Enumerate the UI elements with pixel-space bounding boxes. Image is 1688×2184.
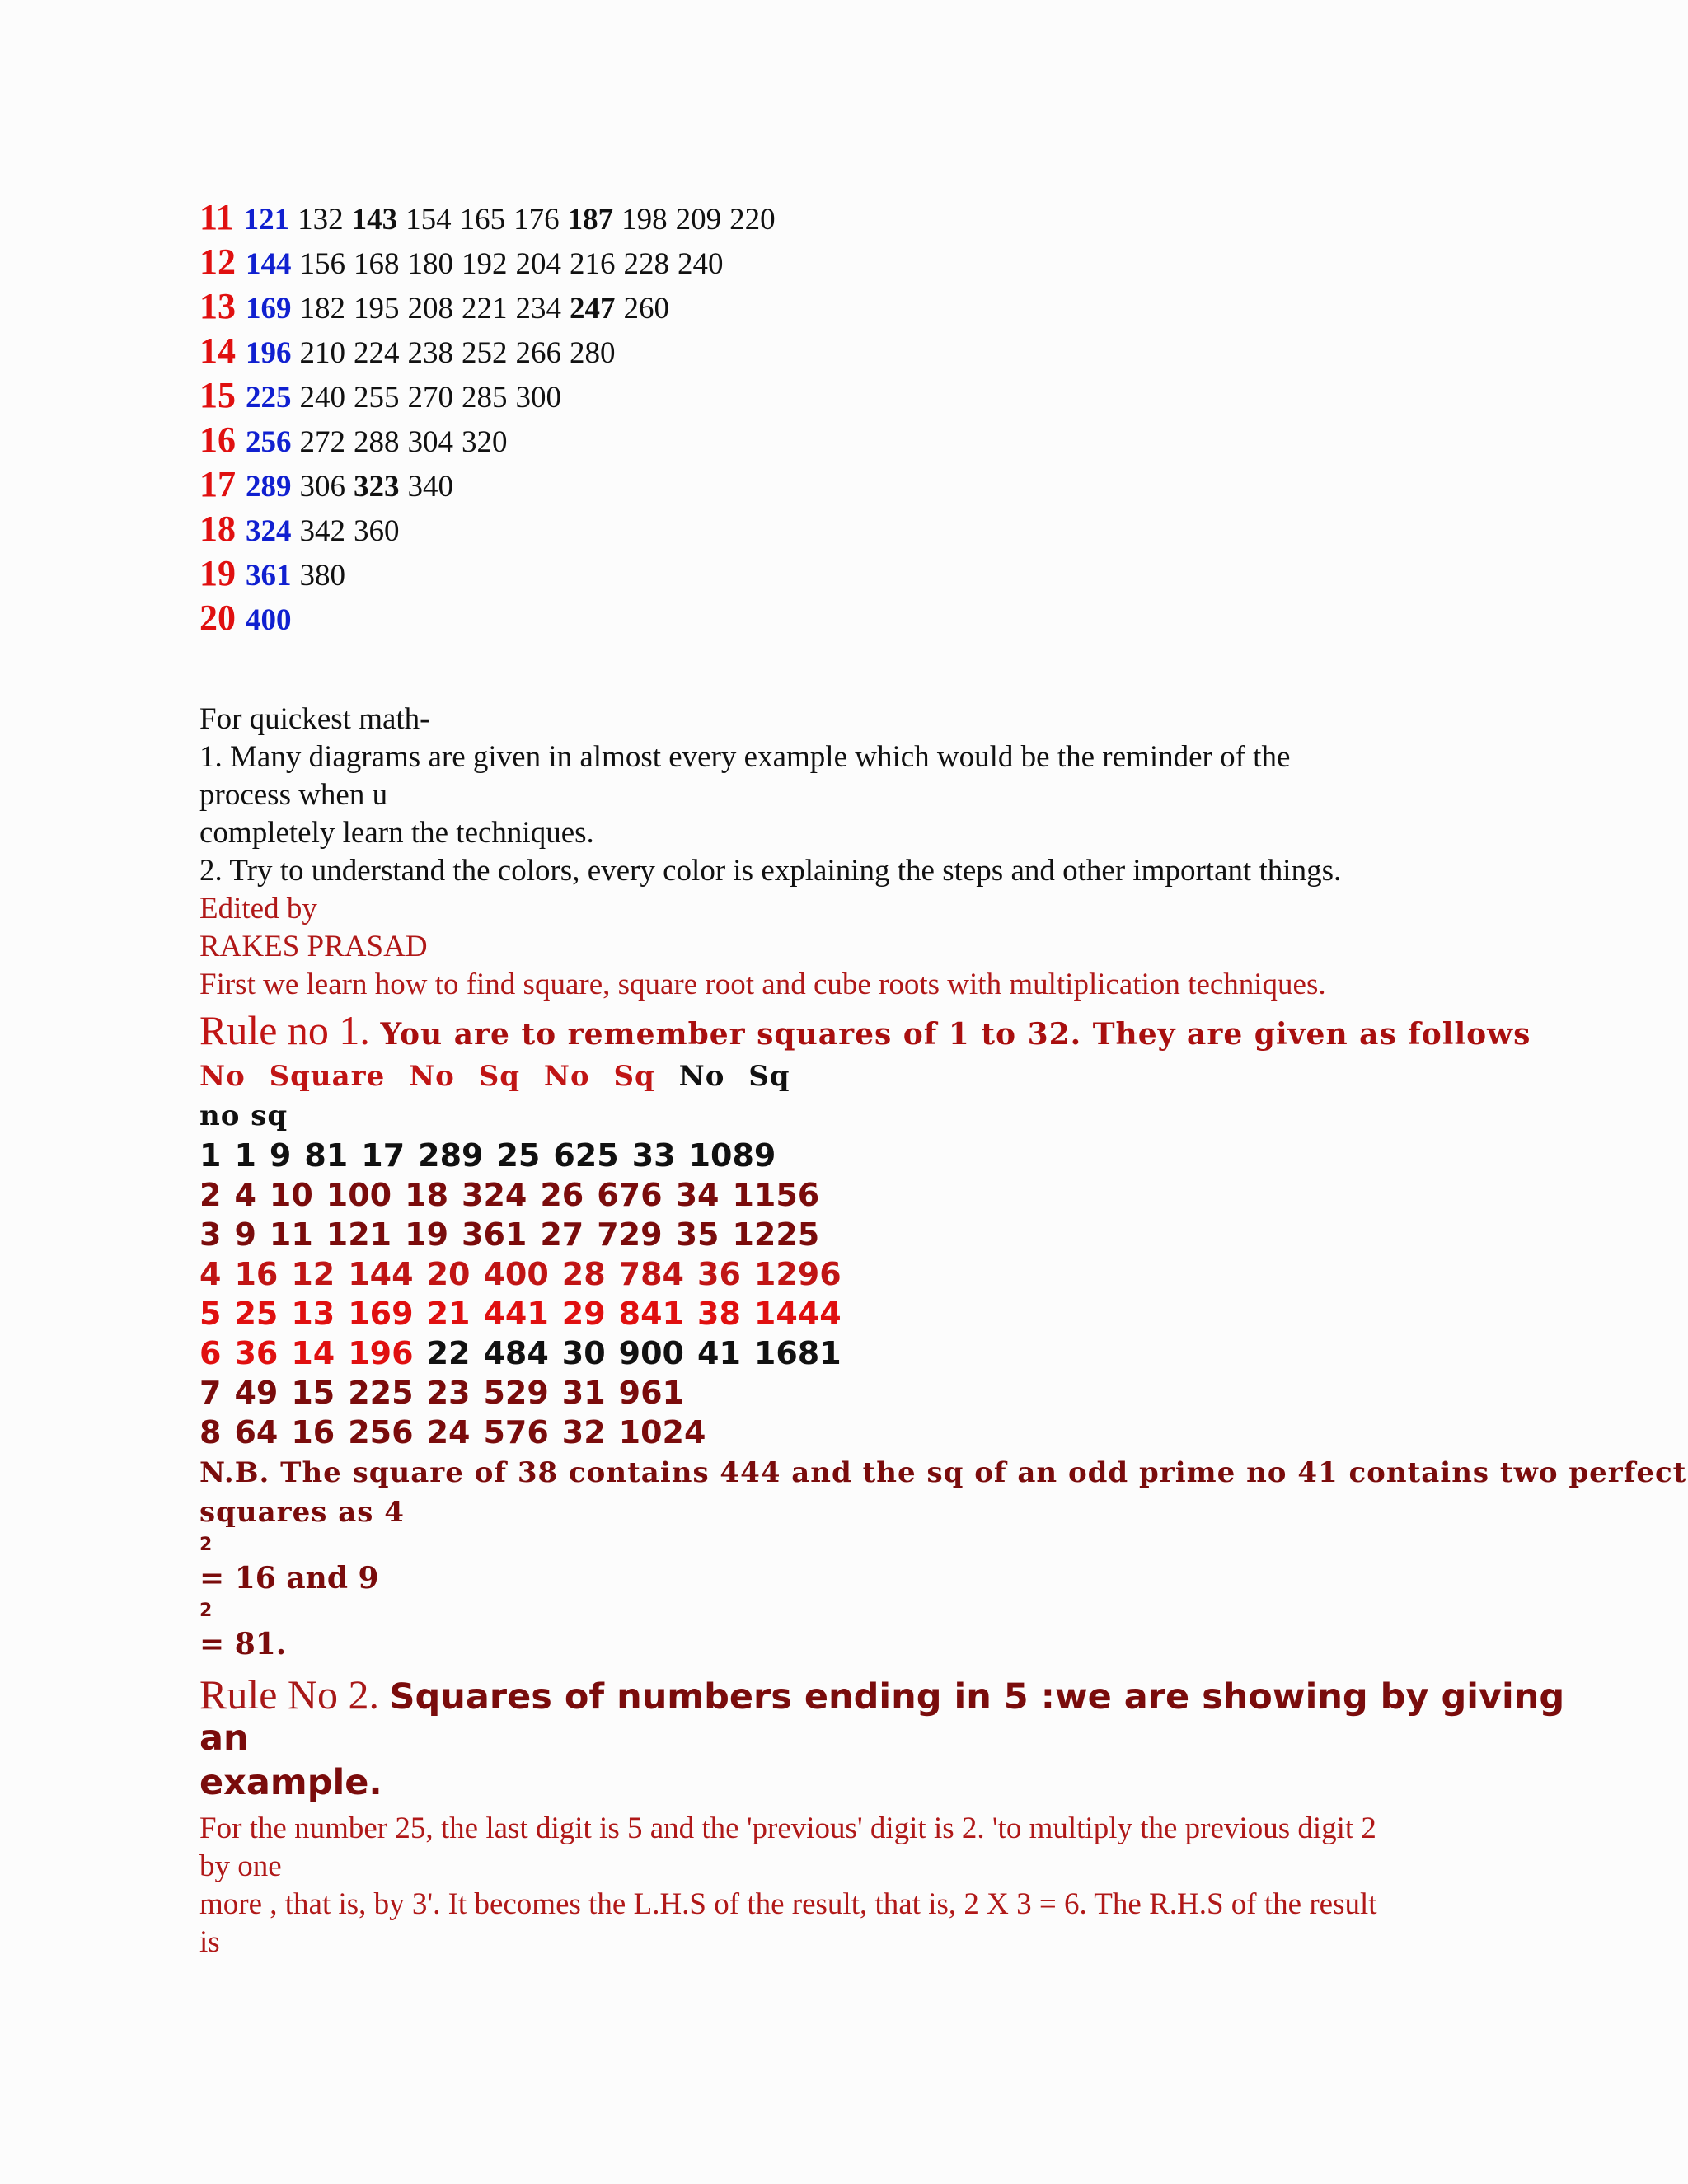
row-multiple: 300 [515, 381, 561, 415]
squares-cell: 1 [234, 1137, 256, 1174]
row-multiple: 304 [407, 425, 453, 459]
squares-cell: 324 [462, 1177, 528, 1213]
row-multiple: 143 [351, 203, 398, 237]
squares-cell: 36 [697, 1256, 741, 1292]
edited-by: Edited by [199, 892, 317, 926]
squares-row [199, 1413, 855, 1452]
row-multiple: 156 [299, 247, 345, 281]
row-multiple: 247 [570, 292, 616, 326]
rule-2-text-1: Squares of numbers ending in 5 :we are showing by giving [389, 1676, 1565, 1718]
row-multiple: 192 [462, 247, 508, 281]
squares-cell: 225 [348, 1375, 414, 1411]
intro-line-8: First we learn how to find square, square root and cube roots with multiplication techniques. [199, 968, 1326, 1001]
header-square: Square [269, 1060, 386, 1093]
row-multiple: 288 [354, 425, 400, 459]
row-multiple: 306 [299, 470, 345, 504]
row-multiple: 320 [462, 425, 508, 459]
row-number: 17 [199, 464, 236, 504]
header-sq-2: Sq [613, 1060, 655, 1093]
intro-line-2: 1. Many diagrams are given in almost every example which would be the reminder of the [199, 740, 1291, 774]
squares-cell: 20 [426, 1256, 471, 1292]
row-number: 13 [199, 286, 236, 326]
squares-cell: 1156 [732, 1177, 820, 1213]
squares-cell: 676 [597, 1177, 663, 1213]
row-square: 400 [246, 603, 292, 637]
squares-cell: 36 [234, 1335, 279, 1371]
squares-cell: 14 [291, 1335, 335, 1371]
squares-cell: 22 [426, 1335, 471, 1371]
nb-line-2: squares as 4 [199, 1496, 405, 1529]
row-multiple: 198 [621, 203, 668, 237]
mult-row [199, 330, 624, 372]
squares-cell: 28 [561, 1256, 606, 1292]
squares-row [199, 1175, 855, 1215]
intro-line-5: 2. Try to understand the colors, every color is explaining the steps and other important things. [199, 854, 1342, 888]
mult-row [199, 600, 300, 639]
rule-2-para-2: by one [199, 1849, 282, 1883]
squares-cell: 24 [426, 1414, 471, 1451]
squares-cell: 1296 [753, 1256, 842, 1292]
squares-cell: 19 [405, 1216, 449, 1253]
squares-cell: 289 [418, 1137, 484, 1174]
squares-cell: 27 [540, 1216, 584, 1253]
squares-cell: 38 [697, 1296, 741, 1332]
squares-cell: 12 [291, 1256, 335, 1292]
rule-2-para-4: is [199, 1925, 220, 1959]
row-multiple: 240 [299, 381, 345, 415]
squares-cell: 1024 [618, 1414, 706, 1451]
squares-cell: 1444 [753, 1296, 842, 1332]
squares-cell: 484 [483, 1335, 549, 1371]
squares-cell: 25 [496, 1137, 541, 1174]
squares-header-2: no sq [199, 1099, 288, 1132]
row-multiple: 182 [299, 292, 345, 326]
mult-row [199, 288, 678, 327]
squares-cell: 23 [426, 1375, 471, 1411]
row-multiple: 224 [354, 336, 400, 370]
row-number: 12 [199, 241, 236, 282]
row-square: 196 [246, 336, 292, 370]
row-multiple: 260 [623, 292, 669, 326]
row-square: 324 [246, 514, 292, 548]
row-number: 20 [199, 598, 236, 638]
rule-2-text-2: an [199, 1718, 249, 1759]
row-multiple: 216 [570, 247, 616, 281]
squares-cell: 100 [326, 1177, 392, 1213]
mult-row [199, 511, 408, 550]
row-multiple: 176 [513, 203, 560, 237]
squares-cell: 361 [462, 1216, 528, 1253]
intro-line-1: For quickest math- [199, 702, 430, 736]
equation-2: = 81. [199, 1627, 287, 1661]
squares-cell: 4 [234, 1177, 256, 1213]
squares-cell: 400 [483, 1256, 549, 1292]
row-number: 15 [199, 375, 236, 415]
row-multiple: 168 [354, 247, 400, 281]
squares-cell: 32 [561, 1414, 606, 1451]
row-multiple: 154 [406, 203, 452, 237]
row-multiple: 228 [623, 247, 669, 281]
squares-cell: 49 [234, 1375, 279, 1411]
row-square: 121 [243, 203, 290, 237]
squares-cell: 3 [199, 1216, 222, 1253]
row-multiple: 132 [298, 203, 344, 237]
squares-cell: 961 [618, 1375, 684, 1411]
row-multiple: 210 [299, 336, 345, 370]
row-multiple: 221 [462, 292, 508, 326]
squares-cell: 256 [348, 1414, 414, 1451]
row-number: 18 [199, 509, 236, 549]
equation-1: = 16 and 9 [199, 1561, 379, 1596]
row-multiple: 266 [515, 336, 561, 370]
squares-cell: 900 [618, 1335, 684, 1371]
squares-cell: 729 [597, 1216, 663, 1253]
row-multiple: 180 [407, 247, 453, 281]
squares-cell: 30 [561, 1335, 606, 1371]
rule-1-label: Rule no 1. [199, 1007, 370, 1053]
row-number: 16 [199, 419, 236, 460]
rule-1-text: You are to remember squares of 1 to 32. They are given as follows [380, 1017, 1531, 1052]
row-square: 289 [246, 470, 292, 504]
squares-cell: 7 [199, 1375, 222, 1411]
row-multiple: 238 [407, 336, 453, 370]
squares-cell: 21 [426, 1296, 471, 1332]
squares-cell: 1681 [753, 1335, 842, 1371]
squares-cell: 64 [234, 1414, 279, 1451]
squares-table [199, 1136, 855, 1452]
rule-2-text-3: example. [199, 1762, 382, 1803]
intro-line-4: completely learn the techniques. [199, 816, 594, 850]
squares-cell: 11 [269, 1216, 313, 1253]
squares-cell: 81 [304, 1137, 349, 1174]
squares-cell: 4 [199, 1256, 222, 1292]
squares-cell: 196 [348, 1335, 414, 1371]
squares-cell: 29 [561, 1296, 606, 1332]
squares-cell: 169 [348, 1296, 414, 1332]
header-no-1: No [199, 1060, 246, 1093]
squares-cell: 576 [483, 1414, 549, 1451]
intro-line-3: process when u [199, 778, 388, 812]
rule-1-heading [199, 1007, 1531, 1057]
row-multiple: 380 [299, 559, 345, 593]
row-number: 19 [199, 553, 236, 593]
squares-cell: 784 [618, 1256, 684, 1292]
squares-cell: 1 [199, 1137, 222, 1174]
squares-row [199, 1373, 855, 1413]
row-multiple: 360 [354, 514, 400, 548]
nb-line-1: N.B. The square of 38 contains 444 and the sq of an odd prime no 41 contains two perfect [199, 1456, 1687, 1489]
row-multiple: 272 [299, 425, 345, 459]
squares-header [199, 1058, 804, 1094]
squares-cell: 144 [348, 1256, 414, 1292]
header-no-2: No [409, 1060, 455, 1093]
mult-row [199, 377, 570, 416]
row-multiple: 280 [570, 336, 616, 370]
squares-row [199, 1333, 855, 1373]
squares-cell: 625 [553, 1137, 619, 1174]
rule-2-label: Rule No 2. [199, 1671, 380, 1718]
author-name: RAKES PRASAD [199, 930, 428, 963]
squares-row [199, 1136, 855, 1175]
squares-cell: 2 [199, 1177, 222, 1213]
row-multiple: 165 [459, 203, 506, 237]
mult-row [199, 555, 354, 594]
row-number: 14 [199, 330, 236, 371]
squares-cell: 6 [199, 1335, 222, 1371]
squares-cell: 121 [326, 1216, 392, 1253]
squares-cell: 1089 [688, 1137, 776, 1174]
row-multiple: 270 [407, 381, 453, 415]
row-multiple: 187 [567, 203, 614, 237]
row-multiple: 208 [407, 292, 453, 326]
row-square: 144 [246, 247, 292, 281]
squares-cell: 441 [483, 1296, 549, 1332]
row-multiple: 195 [354, 292, 400, 326]
row-number: 11 [199, 197, 234, 237]
mult-row [199, 419, 516, 461]
squares-cell: 5 [199, 1296, 222, 1332]
squares-row [199, 1254, 855, 1294]
mult-row [199, 241, 732, 283]
row-multiple: 255 [354, 381, 400, 415]
row-multiple: 340 [407, 470, 453, 504]
row-multiple: 220 [729, 203, 776, 237]
squares-cell: 34 [675, 1177, 720, 1213]
squares-cell: 13 [291, 1296, 335, 1332]
row-multiple: 252 [462, 336, 508, 370]
row-square: 361 [246, 559, 292, 593]
squares-cell: 25 [234, 1296, 279, 1332]
squares-cell: 16 [291, 1414, 335, 1451]
row-multiple: 234 [515, 292, 561, 326]
squares-cell: 9 [234, 1216, 256, 1253]
row-square: 256 [246, 425, 292, 459]
rule-2-para-1: For the number 25, the last digit is 5 and the 'previous' digit is 2. 'to multiply the previous digit 2 [199, 1811, 1376, 1845]
header-no-4: No [678, 1060, 725, 1093]
row-multiple: 209 [675, 203, 722, 237]
header-sq-1: Sq [478, 1060, 521, 1093]
squares-cell: 529 [483, 1375, 549, 1411]
row-multiple: 342 [299, 514, 345, 548]
header-sq-3: Sq [748, 1060, 790, 1093]
rule-2-heading [199, 1671, 1564, 1720]
row-multiple: 204 [515, 247, 561, 281]
squares-cell: 33 [631, 1137, 676, 1174]
squares-row [199, 1215, 855, 1254]
squares-cell: 17 [361, 1137, 406, 1174]
squares-cell: 9 [269, 1137, 292, 1174]
squares-cell: 15 [291, 1375, 335, 1411]
row-square: 225 [246, 381, 292, 415]
row-multiple: 240 [678, 247, 724, 281]
squares-cell: 35 [675, 1216, 720, 1253]
squares-cell: 26 [540, 1177, 584, 1213]
squares-row [199, 1294, 855, 1333]
rule-2-para-3: more , that is, by 3'. It becomes the L.H.S of the result, that is, 2 X 3 = 6. The R.H.S of the result [199, 1887, 1377, 1921]
superscript-1: 2 [199, 1535, 213, 1555]
squares-cell: 8 [199, 1414, 222, 1451]
squares-cell: 16 [234, 1256, 279, 1292]
mult-row [199, 466, 462, 505]
squares-cell: 841 [618, 1296, 684, 1332]
squares-cell: 41 [697, 1335, 741, 1371]
squares-cell: 10 [269, 1177, 313, 1213]
squares-cell: 18 [405, 1177, 449, 1213]
header-no-3: No [543, 1060, 590, 1093]
squares-cell: 1225 [732, 1216, 820, 1253]
squares-cell: 31 [561, 1375, 606, 1411]
row-multiple: 285 [462, 381, 508, 415]
mult-row [199, 199, 784, 238]
row-square: 169 [246, 292, 292, 326]
superscript-2: 2 [199, 1601, 213, 1621]
row-multiple: 323 [354, 470, 400, 504]
